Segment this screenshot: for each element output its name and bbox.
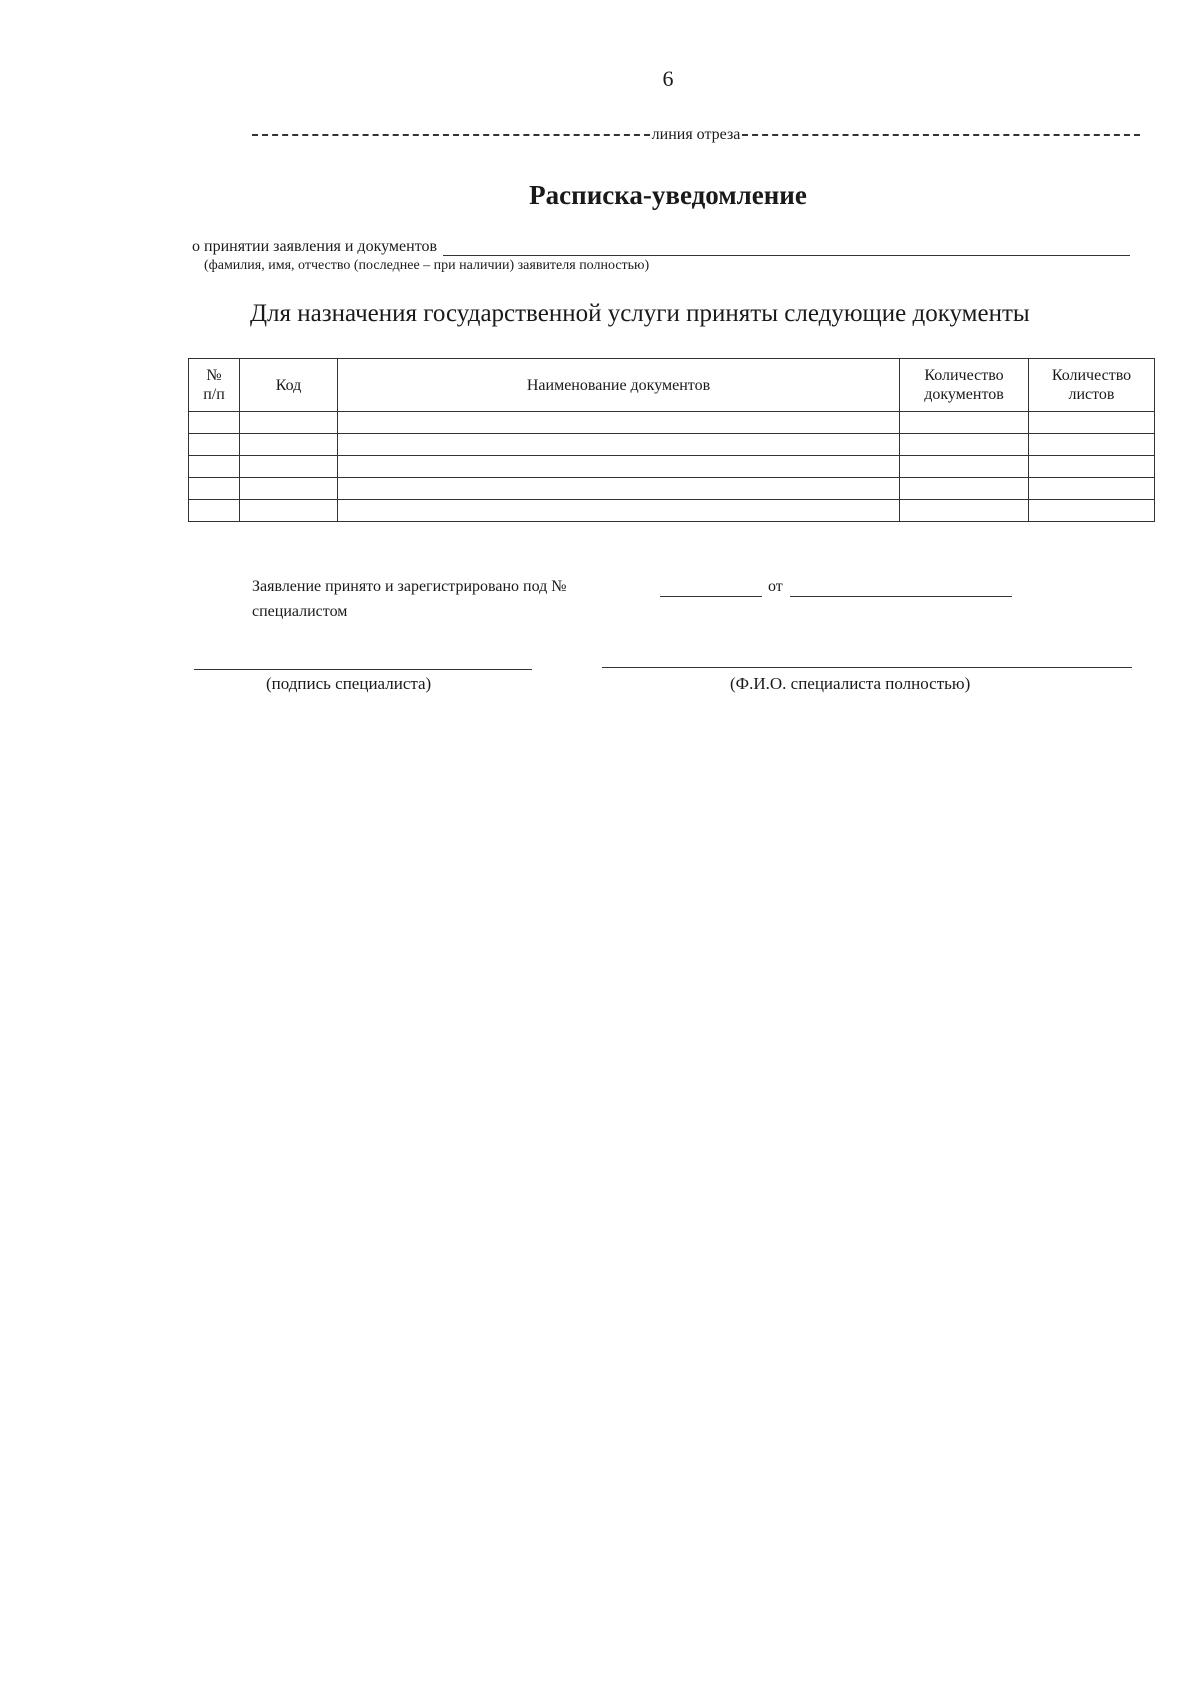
table-cell[interactable] [1029, 500, 1155, 522]
table-cell[interactable] [1029, 456, 1155, 478]
header-number: № п/п [189, 359, 240, 412]
registration-date-field[interactable] [790, 596, 1012, 597]
table-cell[interactable] [338, 500, 900, 522]
cut-line [252, 126, 1140, 144]
document-title: Расписка-уведомление [529, 180, 807, 210]
table-cell[interactable] [900, 478, 1029, 500]
table-row [189, 500, 1155, 522]
table-cell[interactable] [338, 434, 900, 456]
header-sheets-count: Количество листов [1029, 359, 1155, 412]
cut-line-label: линия отреза [651, 126, 741, 143]
table-row [189, 412, 1155, 434]
header-code: Код [240, 359, 338, 412]
table-cell[interactable] [189, 434, 240, 456]
table-cell[interactable] [189, 456, 240, 478]
cut-line-dash-left [252, 134, 650, 136]
table-cell[interactable] [1029, 434, 1155, 456]
applicant-name-field[interactable] [443, 239, 1130, 256]
table-cell[interactable] [240, 456, 338, 478]
table-cell[interactable] [189, 412, 240, 434]
table-cell[interactable] [240, 500, 338, 522]
table-cell[interactable] [240, 434, 338, 456]
table-cell[interactable] [900, 412, 1029, 434]
header-document-name: Наименование документов [338, 359, 900, 412]
page-number: 6 [662, 66, 674, 91]
fio-label: (Ф.И.О. специалиста полностью) [730, 674, 971, 693]
table-row [189, 478, 1155, 500]
table-row [189, 456, 1155, 478]
registration-from-label: от [768, 578, 783, 595]
table-cell[interactable] [338, 412, 900, 434]
notice-hint: (фамилия, имя, отчество (последнее – при наличии) заявителя полностью) [204, 258, 650, 273]
signature-label: (подпись специалиста) [266, 674, 432, 693]
table-cell[interactable] [189, 478, 240, 500]
registration-number-field[interactable] [660, 596, 762, 597]
table-cell[interactable] [1029, 412, 1155, 434]
table-cell[interactable] [900, 500, 1029, 522]
table-row [189, 434, 1155, 456]
documents-table [188, 358, 1155, 522]
table-cell[interactable] [338, 478, 900, 500]
table-cell[interactable] [900, 434, 1029, 456]
table-cell[interactable] [240, 478, 338, 500]
specialist-fio-field[interactable] [602, 667, 1132, 668]
table-cell[interactable] [900, 456, 1029, 478]
notice-text: о принятии заявления и документов [192, 238, 438, 255]
documents-subtitle: Для назначения государственной услуги приняты следующие документы [250, 300, 1030, 327]
table-cell[interactable] [338, 456, 900, 478]
table-header-row [189, 359, 1155, 412]
registration-text: Заявление принято и зарегистрировано под № [252, 578, 567, 595]
table-cell[interactable] [189, 500, 240, 522]
header-documents-count: Количество документов [900, 359, 1029, 412]
registration-line [252, 578, 567, 596]
table-cell[interactable] [240, 412, 338, 434]
cut-line-dash-right [742, 134, 1140, 136]
specialist-label: специалистом [252, 603, 348, 620]
notice-line [192, 238, 1130, 256]
table-cell[interactable] [1029, 478, 1155, 500]
signature-field[interactable] [194, 669, 532, 670]
